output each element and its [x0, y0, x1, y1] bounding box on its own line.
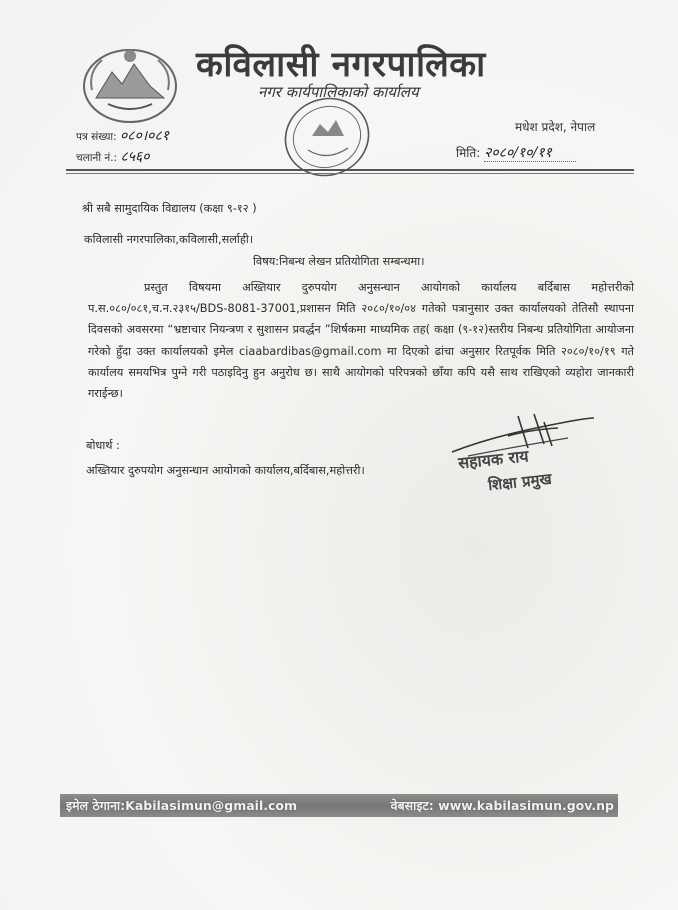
cc-label: बोधार्थ :	[86, 439, 120, 452]
signatory-title: शिक्षा प्रमुख	[487, 469, 553, 495]
chalani-number-value: ८५६०	[120, 149, 150, 165]
letter-body	[88, 277, 634, 404]
recipient-line-1: श्री सबै सामुदायिक विद्यालय (कक्षा ९-१२ )	[82, 202, 257, 215]
patra-number-label: पत्र संख्या:	[76, 131, 117, 143]
province-text: मधेश प्रदेश, नेपाल	[515, 120, 596, 134]
recipient-line-2: कविलासी नगरपालिका,कविलासी,सर्लाही।	[84, 233, 254, 246]
nepal-emblem-icon	[78, 42, 182, 126]
chalani-number-row	[76, 147, 169, 168]
date-label: मिति:	[456, 146, 481, 160]
date-value: २०८०/१०/११	[484, 145, 576, 162]
body-paragraph: प्रस्तुत विषयमा अख्तियार दुरुपयोग अनुसन्धान आयोगको कार्यालय बर्दिबास महोत्तरीको प.स.०८०/०८१,च.न.२३१५/BDS-8081-37001,प्रशासन मिति २०८०/१०/०४ गतेको पत्रानुसार उक्त कार्यालयको तेतिसौ स्थापना दिवसको अवसरमा “भ्रष्टाचार नियन्त्रण र सुशासन प्रवर्द्धन ”शिर्षकमा माध्यमिक तह( कक्षा (९-१२)स्तरीय निबन्ध प्रतियोगिता आयोजना गरेको हुँदा उक्त कार्यालयको इमेल ciaabardibas@gmail.com मा दिएको ढांचा अनुसार रितपूर्वक मिति २०८०/१०/१९ गते कार्यालय समयभित्र पुग्ने गरी पठाइदिनु हुन अनुरोध छ। साथै आयोगको परिपत्रको छाँया कपि यसै साथ राखिएको व्यहोरा जानकारी गराईन्छ।	[88, 281, 634, 401]
patra-number-row	[76, 126, 169, 147]
footer-website[interactable]: वेबसाइट: www.kabilasimun.gov.np	[390, 798, 614, 813]
header-divider-thin	[66, 173, 634, 174]
municipality-title: कविलासी नगरपालिका	[196, 44, 486, 85]
cc-line: अख्तियार दुरुपयोग अनुसन्धान आयोगको कार्यालय,बर्दिबास,महोत्तरी।	[86, 464, 365, 477]
office-subtitle: नगर कार्यपालिकाको कार्यालय	[258, 83, 419, 101]
header-divider	[66, 169, 634, 171]
subject-line: विषय:निबन्ध लेखन प्रतियोगिता सम्बन्धमा।	[253, 255, 425, 268]
reference-block	[76, 126, 169, 168]
footer-email[interactable]: इमेल ठेगाना:Kabilasimun@gmail.com	[66, 798, 298, 813]
signatory-name: सहायक राय	[457, 446, 530, 473]
footer-bar	[60, 794, 618, 817]
chalani-number-label: चलानी नं.:	[76, 152, 118, 164]
patra-number-value: ०८०।०८१	[120, 128, 170, 144]
date-row	[456, 143, 576, 162]
